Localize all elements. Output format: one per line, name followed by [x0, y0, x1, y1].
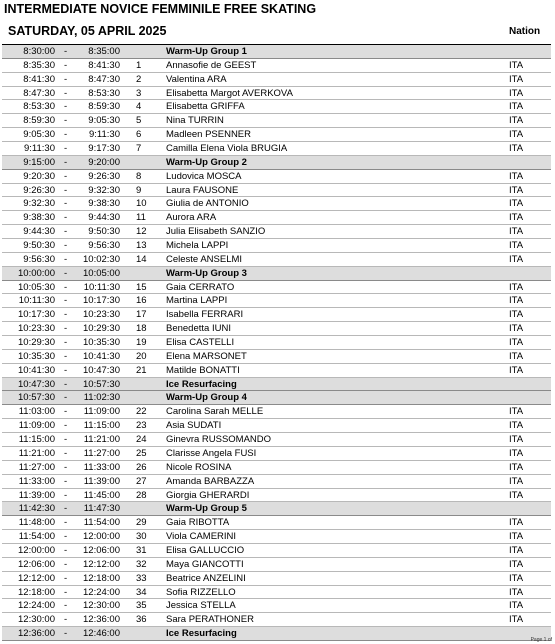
schedule-row	[2, 170, 551, 184]
schedule-row	[2, 100, 551, 114]
nation-code: ITA	[509, 115, 524, 127]
start-number: 24	[136, 434, 147, 446]
nation-code: ITA	[509, 59, 524, 71]
start-number: 33	[136, 572, 147, 584]
schedule-row	[2, 419, 551, 433]
end-time: 9:44:30	[88, 212, 120, 224]
nation-code: ITA	[509, 420, 524, 432]
nation-code: ITA	[509, 337, 524, 349]
end-time: 10:02:30	[83, 253, 120, 265]
time-separator: -	[64, 350, 68, 362]
schedule-group-row	[2, 502, 551, 516]
schedule-row	[2, 350, 551, 364]
time-separator: -	[64, 489, 68, 501]
start-time: 9:05:30	[23, 129, 55, 141]
start-number: 17	[136, 309, 147, 321]
time-separator: -	[64, 517, 68, 529]
start-time: 11:21:00	[18, 447, 55, 459]
end-time: 9:32:30	[88, 184, 120, 196]
start-time: 9:26:30	[23, 184, 55, 196]
start-time: 8:30:00	[23, 46, 55, 57]
schedule-row	[2, 572, 551, 586]
end-time: 12:46:00	[83, 628, 120, 640]
skater-name: Giorgia GHERARDI	[166, 489, 250, 501]
start-number: 20	[136, 350, 147, 362]
skater-name: Maya GIANCOTTI	[166, 558, 244, 570]
schedule-row	[2, 239, 551, 253]
skater-name: Elisabetta Margot AVERKOVA	[166, 87, 293, 99]
group-label: Warm-Up Group 2	[166, 156, 247, 168]
end-time: 10:47:30	[83, 364, 120, 376]
end-time: 11:21:00	[83, 434, 120, 446]
start-number: 13	[136, 240, 147, 252]
skater-name: Matilde BONATTI	[166, 364, 240, 376]
skater-name: Jessica STELLA	[166, 600, 236, 612]
time-separator: -	[64, 87, 68, 99]
end-time: 11:39:00	[83, 475, 120, 487]
start-number: 3	[136, 87, 142, 99]
start-time: 11:03:00	[18, 406, 55, 418]
time-separator: -	[64, 198, 68, 210]
schedule-row	[2, 225, 551, 239]
skater-name: Ginevra RUSSOMANDO	[166, 434, 272, 446]
time-separator: -	[64, 337, 68, 349]
start-time: 12:12:00	[18, 572, 55, 584]
schedule-row	[2, 128, 551, 142]
skater-name: Gaia CERRATO	[166, 281, 235, 293]
skater-name: Michela LAPPI	[166, 240, 229, 252]
start-number: 30	[136, 531, 147, 543]
end-time: 9:05:30	[88, 115, 120, 127]
end-time: 10:29:30	[83, 323, 120, 335]
start-number: 34	[136, 586, 147, 598]
skater-name: Aurora ARA	[166, 212, 217, 224]
schedule-row	[2, 489, 551, 503]
skater-name: Sofia RIZZELLO	[166, 586, 236, 598]
start-number: 14	[136, 253, 147, 265]
nation-code: ITA	[509, 73, 524, 85]
time-separator: -	[64, 323, 68, 335]
group-label: Warm-Up Group 4	[166, 392, 247, 404]
skater-name: Nicole ROSINA	[166, 461, 232, 473]
start-time: 12:06:00	[18, 558, 55, 570]
start-time: 11:33:00	[18, 475, 55, 487]
start-time: 8:47:30	[23, 87, 55, 99]
time-separator: -	[64, 170, 68, 182]
start-time: 9:38:30	[23, 212, 55, 224]
schedule-row	[2, 336, 551, 350]
start-number: 21	[136, 364, 147, 376]
time-separator: -	[64, 364, 68, 376]
schedule-row	[2, 142, 551, 156]
time-separator: -	[64, 129, 68, 141]
group-label: Warm-Up Group 3	[166, 267, 247, 279]
end-time: 8:35:00	[88, 46, 120, 57]
start-number: 1	[136, 59, 142, 71]
skater-name: Nina TURRIN	[166, 115, 224, 127]
nation-code: ITA	[509, 253, 524, 265]
end-time: 12:06:00	[83, 544, 120, 556]
time-separator: -	[64, 434, 68, 446]
start-time: 9:32:30	[23, 198, 55, 210]
time-separator: -	[64, 212, 68, 224]
nation-code: ITA	[509, 544, 524, 556]
start-number: 28	[136, 489, 147, 501]
schedule-row	[2, 586, 551, 600]
start-time: 10:47:30	[18, 378, 55, 390]
nation-code: ITA	[509, 517, 524, 529]
nation-code: ITA	[509, 198, 524, 210]
schedule-row	[2, 308, 551, 322]
end-time: 12:12:00	[83, 558, 120, 570]
end-time: 12:00:00	[83, 531, 120, 543]
start-time: 12:18:00	[18, 586, 55, 598]
nation-code: ITA	[509, 184, 524, 196]
end-time: 8:59:30	[88, 101, 120, 113]
end-time: 9:56:30	[88, 240, 120, 252]
start-time: 9:56:30	[23, 253, 55, 265]
nation-code: ITA	[509, 143, 524, 155]
nation-code: ITA	[509, 101, 524, 113]
schedule-group-row	[2, 45, 551, 59]
end-time: 11:45:00	[83, 489, 120, 501]
nation-code: ITA	[509, 475, 524, 487]
page-title: INTERMEDIATE NOVICE FEMMINILE FREE SKATING	[4, 2, 317, 16]
end-time: 12:24:00	[83, 586, 120, 598]
start-time: 10:17:30	[18, 309, 55, 321]
start-time: 10:57:30	[18, 392, 55, 404]
end-time: 10:05:00	[83, 267, 120, 279]
start-time: 8:53:30	[23, 101, 55, 113]
schedule-row	[2, 184, 551, 198]
schedule-row	[2, 475, 551, 489]
schedule-row	[2, 433, 551, 447]
schedule-row	[2, 599, 551, 613]
start-time: 10:41:30	[18, 364, 55, 376]
time-separator: -	[64, 281, 68, 293]
schedule-table	[2, 44, 551, 641]
end-time: 10:23:30	[83, 309, 120, 321]
start-number: 35	[136, 600, 147, 612]
start-time: 12:30:00	[18, 614, 55, 626]
start-number: 25	[136, 447, 147, 459]
skater-name: Benedetta IUNI	[166, 323, 231, 335]
start-number: 7	[136, 143, 142, 155]
end-time: 9:38:30	[88, 198, 120, 210]
start-time: 12:00:00	[18, 544, 55, 556]
start-time: 9:15:00	[23, 156, 55, 168]
end-time: 10:17:30	[83, 295, 120, 307]
start-number: 23	[136, 420, 147, 432]
nation-code: ITA	[509, 461, 524, 473]
start-number: 15	[136, 281, 147, 293]
time-separator: -	[64, 406, 68, 418]
start-time: 10:00:00	[18, 267, 55, 279]
time-separator: -	[64, 475, 68, 487]
start-time: 11:27:00	[18, 461, 55, 473]
skater-name: Isabella FERRARI	[166, 309, 244, 321]
nation-code: ITA	[509, 489, 524, 501]
time-separator: -	[64, 614, 68, 626]
schedule-row	[2, 73, 551, 87]
schedule-row	[2, 294, 551, 308]
schedule-row	[2, 461, 551, 475]
start-time: 8:59:30	[23, 115, 55, 127]
time-separator: -	[64, 101, 68, 113]
end-time: 12:30:00	[83, 600, 120, 612]
time-separator: -	[64, 503, 68, 515]
schedule-row	[2, 211, 551, 225]
nation-code: ITA	[509, 614, 524, 626]
end-time: 11:15:00	[83, 420, 120, 432]
nation-code: ITA	[509, 572, 524, 584]
skater-name: Ludovica MOSCA	[166, 170, 242, 182]
nation-code: ITA	[509, 87, 524, 99]
schedule-row	[2, 59, 551, 73]
end-time: 12:36:00	[83, 614, 120, 626]
page-number: Page 1 of	[530, 637, 552, 643]
skater-name: Elisabetta GRIFFA	[166, 101, 245, 113]
end-time: 11:02:30	[83, 392, 120, 404]
start-number: 10	[136, 198, 147, 210]
group-label: Warm-Up Group 1	[166, 46, 247, 57]
time-separator: -	[64, 572, 68, 584]
skater-name: Camilla Elena Viola BRUGIA	[166, 143, 288, 155]
nation-code: ITA	[509, 406, 524, 418]
schedule-row	[2, 447, 551, 461]
time-separator: -	[64, 156, 68, 168]
time-separator: -	[64, 461, 68, 473]
skater-name: Elisa CASTELLI	[166, 337, 235, 349]
end-time: 9:11:30	[89, 129, 120, 141]
start-number: 16	[136, 295, 147, 307]
nation-code: ITA	[509, 323, 524, 335]
schedule-row	[2, 613, 551, 627]
time-separator: -	[64, 253, 68, 265]
skater-name: Viola CAMERINI	[166, 531, 237, 543]
skater-name: Beatrice ANZELINI	[166, 572, 246, 584]
skater-name: Amanda BARBAZZA	[166, 475, 255, 487]
end-time: 10:11:30	[83, 281, 120, 293]
end-time: 11:33:00	[83, 461, 120, 473]
time-separator: -	[64, 378, 68, 390]
nation-code: ITA	[509, 586, 524, 598]
group-label: Warm-Up Group 5	[166, 503, 247, 515]
start-number: 6	[136, 129, 142, 141]
start-time: 11:15:00	[18, 434, 55, 446]
end-time: 9:20:00	[88, 156, 120, 168]
schedule-group-row	[2, 391, 551, 405]
start-number: 27	[136, 475, 147, 487]
time-separator: -	[64, 143, 68, 155]
start-time: 9:11:30	[24, 143, 55, 155]
start-time: 9:44:30	[23, 226, 55, 238]
skater-name: Giulia de ANTONIO	[166, 198, 249, 210]
end-time: 10:57:30	[83, 378, 120, 390]
start-time: 11:39:00	[18, 489, 55, 501]
group-label: Ice Resurfacing	[166, 378, 237, 390]
schedule-row	[2, 544, 551, 558]
nation-code: ITA	[509, 434, 524, 446]
nation-code: ITA	[509, 212, 524, 224]
time-separator: -	[64, 558, 68, 570]
schedule-row	[2, 322, 551, 336]
schedule-row	[2, 87, 551, 101]
time-separator: -	[64, 600, 68, 612]
schedule-group-row	[2, 267, 551, 281]
schedule-group-row	[2, 378, 551, 392]
start-number: 19	[136, 337, 147, 349]
skater-name: Clarisse Angela FUSI	[166, 447, 257, 459]
time-separator: -	[64, 267, 68, 279]
start-number: 5	[136, 115, 142, 127]
schedule-row	[2, 516, 551, 530]
end-time: 12:18:00	[83, 572, 120, 584]
time-separator: -	[64, 226, 68, 238]
schedule-group-row	[2, 156, 551, 170]
schedule-row	[2, 364, 551, 378]
start-time: 11:48:00	[18, 517, 55, 529]
start-number: 36	[136, 614, 147, 626]
end-time: 10:41:30	[83, 350, 120, 362]
end-time: 10:35:30	[83, 337, 120, 349]
time-separator: -	[64, 115, 68, 127]
start-time: 10:23:30	[18, 323, 55, 335]
nation-code: ITA	[509, 170, 524, 182]
start-time: 9:20:30	[23, 170, 55, 182]
start-time: 8:41:30	[23, 73, 55, 85]
skater-name: Valentina ARA	[166, 73, 227, 85]
nation-code: ITA	[509, 226, 524, 238]
nation-code: ITA	[509, 364, 524, 376]
start-time: 10:29:30	[18, 337, 55, 349]
schedule-row	[2, 405, 551, 419]
start-number: 8	[136, 170, 142, 182]
end-time: 9:50:30	[88, 226, 120, 238]
nation-code: ITA	[509, 558, 524, 570]
time-separator: -	[64, 59, 68, 71]
start-time: 12:24:00	[18, 600, 55, 612]
start-number: 9	[136, 184, 142, 196]
skater-name: Laura FAUSONE	[166, 184, 239, 196]
nation-code: ITA	[509, 281, 524, 293]
start-number: 31	[136, 544, 147, 556]
time-separator: -	[64, 544, 68, 556]
start-time: 11:09:00	[18, 420, 55, 432]
time-separator: -	[64, 309, 68, 321]
skater-name: Elena MARSONET	[166, 350, 247, 362]
skater-name: Elisa GALLUCCIO	[166, 544, 245, 556]
skater-name: Carolina Sarah MELLE	[166, 406, 264, 418]
end-time: 11:54:00	[83, 517, 120, 529]
start-number: 26	[136, 461, 147, 473]
start-number: 32	[136, 558, 147, 570]
schedule-row	[2, 530, 551, 544]
start-time: 11:54:00	[18, 531, 55, 543]
start-time: 9:50:30	[23, 240, 55, 252]
nation-code: ITA	[509, 129, 524, 141]
nation-code: ITA	[509, 309, 524, 321]
schedule-row	[2, 558, 551, 572]
nation-code: ITA	[509, 600, 524, 612]
group-label: Ice Resurfacing	[166, 628, 237, 640]
end-time: 11:27:00	[83, 447, 120, 459]
time-separator: -	[64, 295, 68, 307]
nation-column-header: Nation	[509, 26, 541, 37]
time-separator: -	[64, 46, 68, 57]
skater-name: Julia Elisabeth SANZIO	[166, 226, 266, 238]
time-separator: -	[64, 531, 68, 543]
skater-name: Gaia RIBOTTA	[166, 517, 230, 529]
start-number: 2	[136, 73, 142, 85]
end-time: 8:47:30	[88, 73, 120, 85]
start-time: 12:36:00	[18, 628, 55, 640]
start-number: 29	[136, 517, 147, 529]
skater-name: Annasofie de GEEST	[166, 59, 257, 71]
start-number: 12	[136, 226, 147, 238]
end-time: 8:41:30	[88, 59, 120, 71]
skater-name: Asia SUDATI	[166, 420, 222, 432]
schedule-row	[2, 281, 551, 295]
end-time: 9:17:30	[88, 143, 120, 155]
time-separator: -	[64, 392, 68, 404]
time-separator: -	[64, 420, 68, 432]
end-time: 8:53:30	[88, 87, 120, 99]
end-time: 11:09:00	[83, 406, 120, 418]
schedule-row	[2, 253, 551, 267]
nation-code: ITA	[509, 295, 524, 307]
end-time: 9:26:30	[88, 170, 120, 182]
end-time: 11:47:30	[83, 503, 120, 515]
nation-code: ITA	[509, 240, 524, 252]
start-time: 10:35:30	[18, 350, 55, 362]
start-number: 18	[136, 323, 147, 335]
schedule-row	[2, 114, 551, 128]
start-number: 4	[136, 101, 142, 113]
skater-name: Madleen PSENNER	[166, 129, 252, 141]
time-separator: -	[64, 628, 68, 640]
schedule-group-row	[2, 627, 551, 641]
event-date: SATURDAY, 05 APRIL 2025	[8, 24, 167, 38]
start-time: 10:11:30	[18, 295, 55, 307]
nation-code: ITA	[509, 350, 524, 362]
skater-name: Celeste ANSELMI	[166, 253, 243, 265]
time-separator: -	[64, 586, 68, 598]
start-time: 11:42:30	[18, 503, 55, 515]
start-number: 11	[136, 212, 146, 224]
nation-code: ITA	[509, 531, 524, 543]
time-separator: -	[64, 240, 68, 252]
start-time: 8:35:30	[23, 59, 55, 71]
time-separator: -	[64, 184, 68, 196]
start-number: 22	[136, 406, 147, 418]
skater-name: Sara PERATHONER	[166, 614, 254, 626]
start-time: 10:05:30	[18, 281, 55, 293]
nation-code: ITA	[509, 447, 524, 459]
skater-name: Martina LAPPI	[166, 295, 228, 307]
schedule-row	[2, 197, 551, 211]
time-separator: -	[64, 447, 68, 459]
time-separator: -	[64, 73, 68, 85]
